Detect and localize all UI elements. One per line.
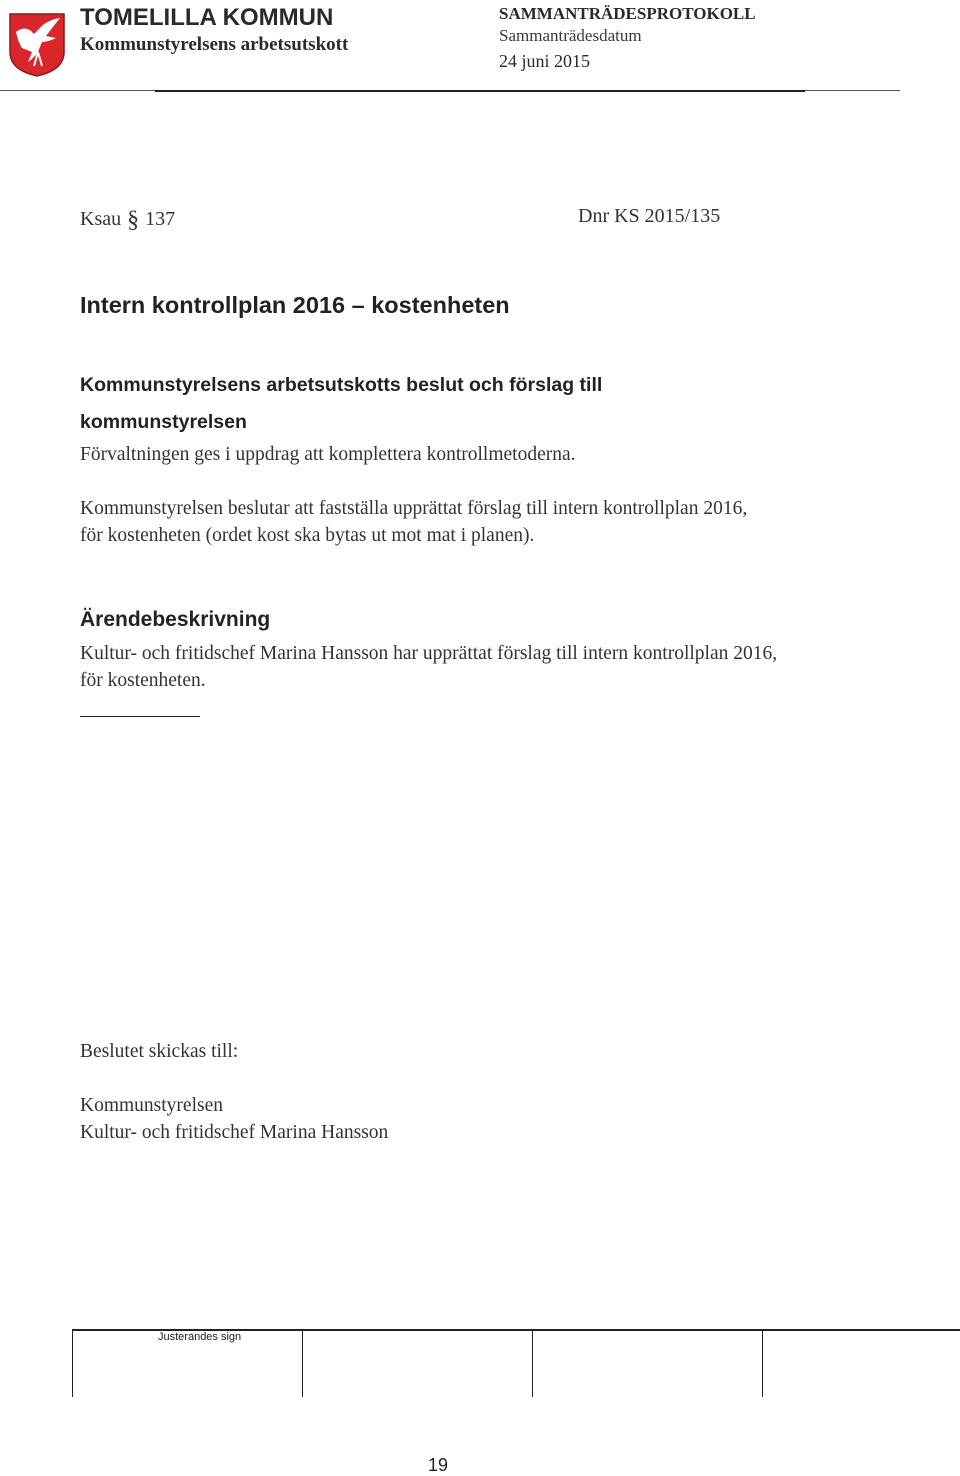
description-heading: Ärendebeskrivning — [80, 608, 271, 631]
signature-cell — [532, 1331, 533, 1397]
decision-paragraph-2: Kommunstyrelsen beslutar att fastställa upprättat förslag till intern kontrollplan 2016, för kostenheten (ordet kost ska bytas ut mot mat i planen). — [80, 498, 748, 546]
recipients-label: Beslutet skickas till: — [80, 1041, 239, 1062]
signature-cell — [72, 1331, 73, 1397]
page-number: 19 — [428, 1455, 449, 1475]
recipient-item: Kommunstyrelsen — [80, 1095, 223, 1116]
signature-cell — [302, 1331, 303, 1397]
document-type: SAMMANTRÄDESPROTOKOLL — [499, 4, 756, 23]
meeting-date: 24 juni 2015 — [499, 51, 591, 71]
organization-name: TOMELILLA KOMMUN — [80, 4, 334, 31]
header-divider-thick — [155, 90, 805, 92]
case-title: Intern kontrollplan 2016 – kostenheten — [80, 292, 510, 318]
section-end-rule — [80, 716, 200, 717]
description-text: Kultur- och fritidschef Marina Hansson har upprättat förslag till intern kontrollplan 2016, för kostenheten. — [80, 643, 778, 691]
diary-number: Dnr KS 2015/135 — [578, 205, 721, 227]
signature-cell — [762, 1331, 763, 1397]
decision-line-1: Förvaltningen ges i uppdrag att komplettera kontrollmetoderna. — [80, 444, 576, 465]
recipient-item: Kultur- och fritidschef Marina Hansson — [80, 1122, 389, 1143]
committee-name: Kommunstyrelsens arbetsutskott — [80, 34, 349, 55]
crane-bird-coat-of-arms-icon — [8, 12, 66, 78]
paragraph-reference — [80, 205, 175, 232]
paragraph-prefix: Ksau — [80, 208, 122, 230]
meeting-date-label: Sammanträdesdatum — [499, 26, 642, 45]
decision-heading: Kommunstyrelsens arbetsutskotts beslut och förslag till kommunstyrelsen — [80, 374, 603, 433]
signature-label: Justerandes sign — [158, 1331, 242, 1343]
section-sign: § — [127, 207, 140, 233]
paragraph-number: 137 — [145, 208, 176, 230]
